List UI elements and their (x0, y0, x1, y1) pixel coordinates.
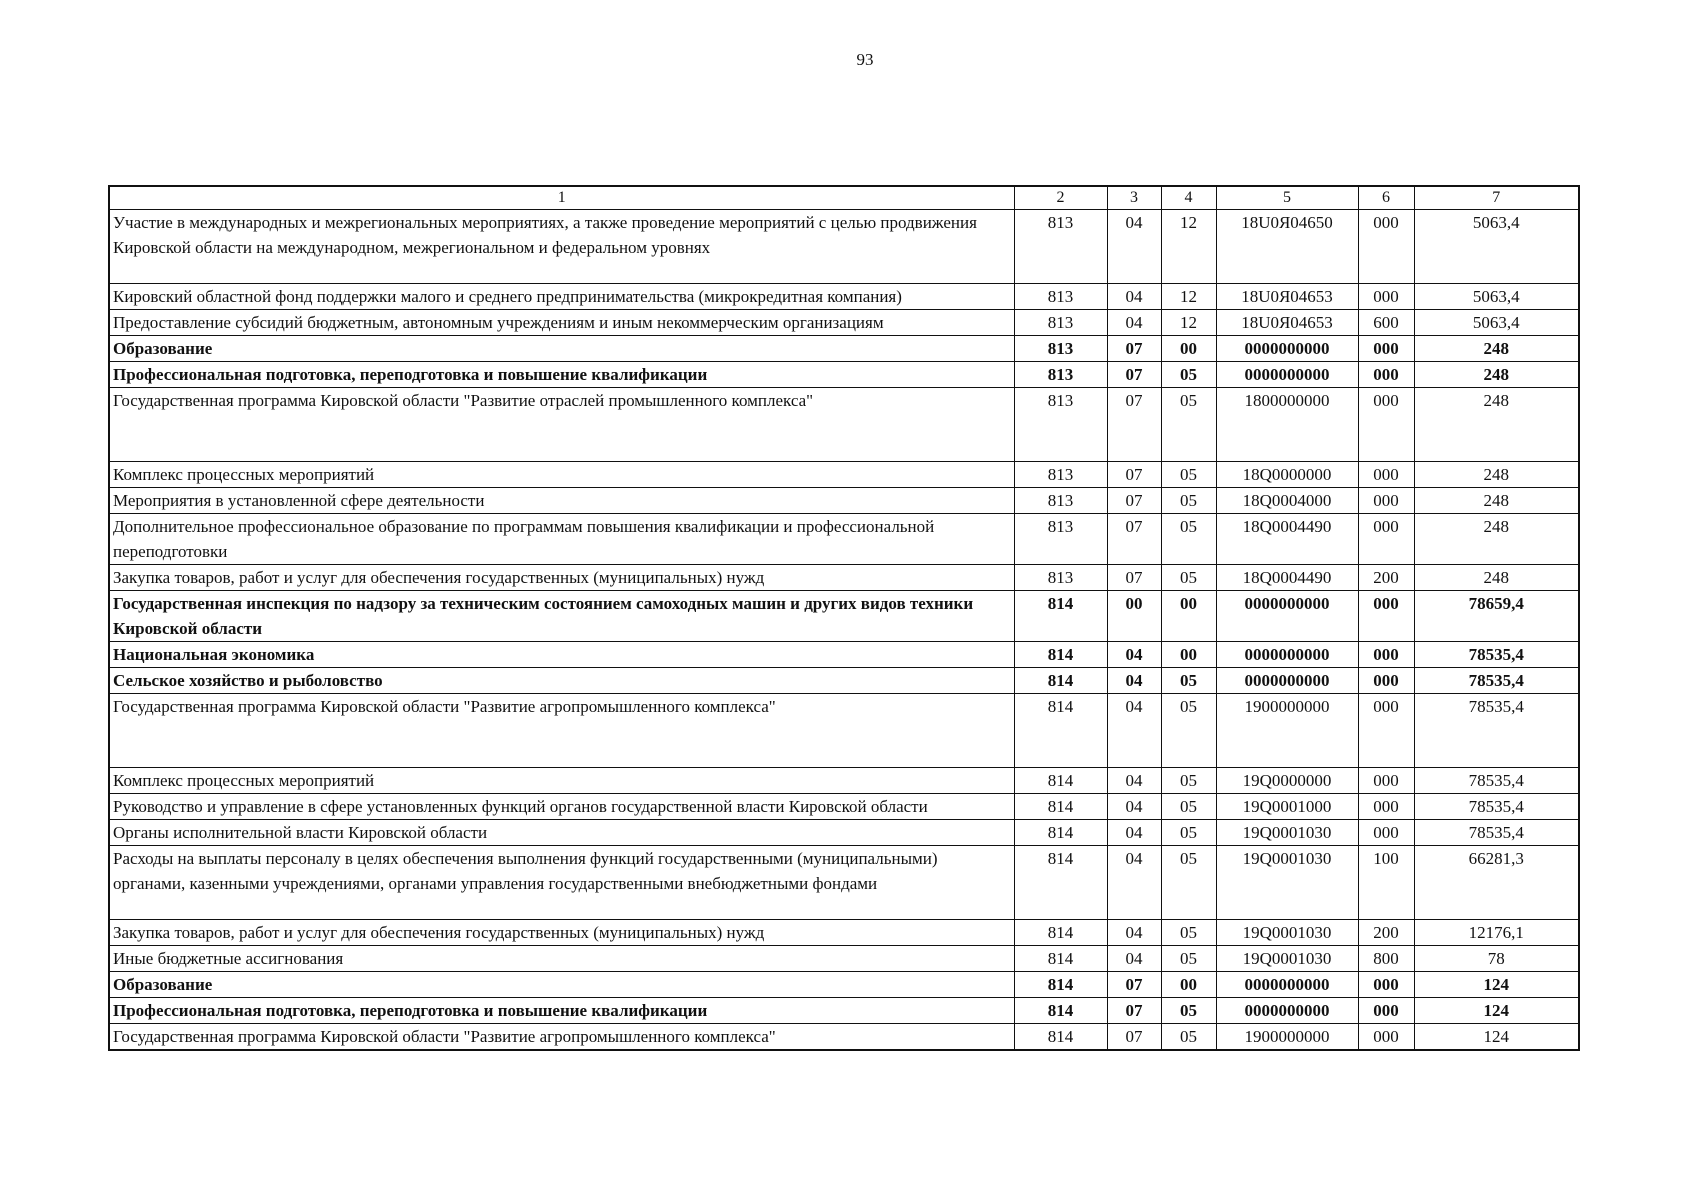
section-code-cell: 04 (1107, 642, 1161, 668)
table-row (109, 388, 1579, 462)
row-name-cell: Образование (109, 972, 1014, 998)
expense-type-cell: 000 (1358, 1024, 1414, 1051)
amount-cell: 124 (1414, 972, 1579, 998)
header-cell: 2 (1014, 186, 1107, 210)
amount-cell: 248 (1414, 462, 1579, 488)
table-row (109, 946, 1579, 972)
target-article-cell: 0000000000 (1216, 642, 1358, 668)
subsection-code-cell: 12 (1161, 284, 1216, 310)
target-article-cell: 19Q0001030 (1216, 920, 1358, 946)
target-article-cell: 19Q0001000 (1216, 794, 1358, 820)
section-code-cell: 04 (1107, 310, 1161, 336)
amount-cell: 5063,4 (1414, 284, 1579, 310)
subsection-code-cell: 05 (1161, 998, 1216, 1024)
expense-type-cell: 000 (1358, 668, 1414, 694)
section-code-cell: 07 (1107, 462, 1161, 488)
amount-cell: 12176,1 (1414, 920, 1579, 946)
target-article-cell: 18Q0004000 (1216, 488, 1358, 514)
section-code-cell: 04 (1107, 768, 1161, 794)
target-article-cell: 0000000000 (1216, 362, 1358, 388)
section-code-cell: 04 (1107, 694, 1161, 768)
target-article-cell: 18Q0000000 (1216, 462, 1358, 488)
expense-type-cell: 000 (1358, 462, 1414, 488)
chapter-code-cell: 814 (1014, 972, 1107, 998)
subsection-code-cell: 05 (1161, 488, 1216, 514)
section-code-cell: 04 (1107, 846, 1161, 920)
table-row (109, 310, 1579, 336)
chapter-code-cell: 814 (1014, 846, 1107, 920)
amount-cell: 124 (1414, 998, 1579, 1024)
chapter-code-cell: 813 (1014, 284, 1107, 310)
chapter-code-cell: 813 (1014, 362, 1107, 388)
row-name-cell: Образование (109, 336, 1014, 362)
chapter-code-cell: 814 (1014, 920, 1107, 946)
row-name-cell: Кировский областной фонд поддержки малого и среднего предпринимательства (микрокредитная компания) (109, 284, 1014, 310)
amount-cell: 248 (1414, 388, 1579, 462)
row-name-cell: Закупка товаров, работ и услуг для обеспечения государственных (муниципальных) нужд (109, 565, 1014, 591)
subsection-code-cell: 00 (1161, 336, 1216, 362)
amount-cell: 248 (1414, 514, 1579, 565)
amount-cell: 78535,4 (1414, 694, 1579, 768)
header-cell: 4 (1161, 186, 1216, 210)
target-article-cell: 19Q0001030 (1216, 846, 1358, 920)
table-header-row (109, 186, 1579, 210)
target-article-cell: 19Q0001030 (1216, 946, 1358, 972)
table-row (109, 920, 1579, 946)
row-name-cell: Участие в международных и межрегиональных мероприятиях, а также проведение мероприятий с целью продвижения Кировской области на международном, межрегиональном и федеральном уровнях (109, 210, 1014, 284)
target-article-cell: 0000000000 (1216, 336, 1358, 362)
subsection-code-cell: 05 (1161, 846, 1216, 920)
table-row (109, 210, 1579, 284)
chapter-code-cell: 813 (1014, 336, 1107, 362)
subsection-code-cell: 05 (1161, 694, 1216, 768)
target-article-cell: 18U0Я04650 (1216, 210, 1358, 284)
amount-cell: 248 (1414, 362, 1579, 388)
amount-cell: 78535,4 (1414, 794, 1579, 820)
table-row (109, 336, 1579, 362)
subsection-code-cell: 00 (1161, 642, 1216, 668)
section-code-cell: 04 (1107, 920, 1161, 946)
expense-type-cell: 000 (1358, 488, 1414, 514)
subsection-code-cell: 12 (1161, 210, 1216, 284)
table-row (109, 794, 1579, 820)
amount-cell: 66281,3 (1414, 846, 1579, 920)
table-row (109, 488, 1579, 514)
expense-type-cell: 000 (1358, 210, 1414, 284)
section-code-cell: 07 (1107, 565, 1161, 591)
target-article-cell: 1800000000 (1216, 388, 1358, 462)
subsection-code-cell: 05 (1161, 462, 1216, 488)
subsection-code-cell: 05 (1161, 668, 1216, 694)
row-name-cell: Национальная экономика (109, 642, 1014, 668)
section-code-cell: 07 (1107, 388, 1161, 462)
expense-type-cell: 800 (1358, 946, 1414, 972)
amount-cell: 78659,4 (1414, 591, 1579, 642)
expense-type-cell: 000 (1358, 694, 1414, 768)
subsection-code-cell: 05 (1161, 362, 1216, 388)
target-article-cell: 19Q0000000 (1216, 768, 1358, 794)
row-name-cell: Государственная программа Кировской области "Развитие отраслей промышленного комплекса" (109, 388, 1014, 462)
section-code-cell: 07 (1107, 514, 1161, 565)
chapter-code-cell: 813 (1014, 488, 1107, 514)
chapter-code-cell: 814 (1014, 998, 1107, 1024)
amount-cell: 78535,4 (1414, 820, 1579, 846)
subsection-code-cell: 00 (1161, 972, 1216, 998)
amount-cell: 78 (1414, 946, 1579, 972)
target-article-cell: 18Q0004490 (1216, 514, 1358, 565)
chapter-code-cell: 814 (1014, 591, 1107, 642)
section-code-cell: 07 (1107, 998, 1161, 1024)
row-name-cell: Руководство и управление в сфере установленных функций органов государственной власти Кировской области (109, 794, 1014, 820)
amount-cell: 248 (1414, 336, 1579, 362)
subsection-code-cell: 05 (1161, 514, 1216, 565)
chapter-code-cell: 813 (1014, 514, 1107, 565)
expense-type-cell: 000 (1358, 642, 1414, 668)
section-code-cell: 04 (1107, 210, 1161, 284)
chapter-code-cell: 814 (1014, 668, 1107, 694)
row-name-cell: Профессиональная подготовка, переподготовка и повышение квалификации (109, 362, 1014, 388)
expense-type-cell: 000 (1358, 388, 1414, 462)
subsection-code-cell: 05 (1161, 820, 1216, 846)
target-article-cell: 18Q0004490 (1216, 565, 1358, 591)
table-row (109, 1024, 1579, 1051)
section-code-cell: 07 (1107, 362, 1161, 388)
subsection-code-cell: 05 (1161, 388, 1216, 462)
expense-type-cell: 200 (1358, 920, 1414, 946)
subsection-code-cell: 05 (1161, 920, 1216, 946)
row-name-cell: Дополнительное профессиональное образование по программам повышения квалификации и профессиональной переподготовки (109, 514, 1014, 565)
expense-type-cell: 000 (1358, 336, 1414, 362)
target-article-cell: 18U0Я04653 (1216, 284, 1358, 310)
chapter-code-cell: 813 (1014, 210, 1107, 284)
chapter-code-cell: 814 (1014, 794, 1107, 820)
section-code-cell: 00 (1107, 591, 1161, 642)
table-row (109, 998, 1579, 1024)
expense-type-cell: 000 (1358, 794, 1414, 820)
target-article-cell: 1900000000 (1216, 694, 1358, 768)
chapter-code-cell: 814 (1014, 946, 1107, 972)
expense-type-cell: 000 (1358, 514, 1414, 565)
subsection-code-cell: 00 (1161, 591, 1216, 642)
section-code-cell: 04 (1107, 946, 1161, 972)
expense-type-cell: 000 (1358, 820, 1414, 846)
target-article-cell: 0000000000 (1216, 998, 1358, 1024)
expense-type-cell: 600 (1358, 310, 1414, 336)
row-name-cell: Расходы на выплаты персоналу в целях обеспечения выполнения функций государственными (муниципальными) органами, казенными учреждениями, органами управления государственными внебюджетными фондами (109, 846, 1014, 920)
row-name-cell: Мероприятия в установленной сфере деятельности (109, 488, 1014, 514)
chapter-code-cell: 813 (1014, 565, 1107, 591)
table-row (109, 820, 1579, 846)
expense-type-cell: 000 (1358, 284, 1414, 310)
amount-cell: 78535,4 (1414, 768, 1579, 794)
subsection-code-cell: 12 (1161, 310, 1216, 336)
chapter-code-cell: 814 (1014, 820, 1107, 846)
amount-cell: 5063,4 (1414, 210, 1579, 284)
subsection-code-cell: 05 (1161, 794, 1216, 820)
table-row (109, 972, 1579, 998)
table-row (109, 362, 1579, 388)
amount-cell: 124 (1414, 1024, 1579, 1051)
budget-table (108, 185, 1580, 1051)
expense-type-cell: 000 (1358, 591, 1414, 642)
row-name-cell: Профессиональная подготовка, переподготовка и повышение квалификации (109, 998, 1014, 1024)
row-name-cell: Иные бюджетные ассигнования (109, 946, 1014, 972)
row-name-cell: Государственная программа Кировской области "Развитие агропромышленного комплекса" (109, 1024, 1014, 1051)
target-article-cell: 0000000000 (1216, 591, 1358, 642)
row-name-cell: Государственная инспекция по надзору за техническим состоянием самоходных машин и других видов техники Кировской области (109, 591, 1014, 642)
amount-cell: 78535,4 (1414, 668, 1579, 694)
row-name-cell: Предоставление субсидий бюджетным, автономным учреждениям и иным некоммерческим организациям (109, 310, 1014, 336)
header-cell: 3 (1107, 186, 1161, 210)
table-row (109, 768, 1579, 794)
section-code-cell: 04 (1107, 820, 1161, 846)
chapter-code-cell: 814 (1014, 642, 1107, 668)
amount-cell: 78535,4 (1414, 642, 1579, 668)
amount-cell: 248 (1414, 488, 1579, 514)
row-name-cell: Закупка товаров, работ и услуг для обеспечения государственных (муниципальных) нужд (109, 920, 1014, 946)
chapter-code-cell: 814 (1014, 768, 1107, 794)
table-row (109, 284, 1579, 310)
table-row (109, 668, 1579, 694)
header-cell: 5 (1216, 186, 1358, 210)
subsection-code-cell: 05 (1161, 768, 1216, 794)
section-code-cell: 07 (1107, 336, 1161, 362)
expense-type-cell: 000 (1358, 362, 1414, 388)
section-code-cell: 04 (1107, 668, 1161, 694)
table-row (109, 846, 1579, 920)
row-name-cell: Государственная программа Кировской области "Развитие агропромышленного комплекса" (109, 694, 1014, 768)
subsection-code-cell: 05 (1161, 946, 1216, 972)
chapter-code-cell: 814 (1014, 1024, 1107, 1051)
row-name-cell: Комплекс процессных мероприятий (109, 768, 1014, 794)
target-article-cell: 0000000000 (1216, 972, 1358, 998)
subsection-code-cell: 05 (1161, 565, 1216, 591)
section-code-cell: 04 (1107, 284, 1161, 310)
header-cell: 1 (109, 186, 1014, 210)
header-cell: 6 (1358, 186, 1414, 210)
target-article-cell: 18U0Я04653 (1216, 310, 1358, 336)
table-row (109, 591, 1579, 642)
target-article-cell: 1900000000 (1216, 1024, 1358, 1051)
row-name-cell: Комплекс процессных мероприятий (109, 462, 1014, 488)
subsection-code-cell: 05 (1161, 1024, 1216, 1051)
target-article-cell: 19Q0001030 (1216, 820, 1358, 846)
header-cell: 7 (1414, 186, 1579, 210)
chapter-code-cell: 813 (1014, 388, 1107, 462)
expense-type-cell: 200 (1358, 565, 1414, 591)
chapter-code-cell: 813 (1014, 462, 1107, 488)
amount-cell: 248 (1414, 565, 1579, 591)
section-code-cell: 07 (1107, 488, 1161, 514)
table-row (109, 694, 1579, 768)
target-article-cell: 0000000000 (1216, 668, 1358, 694)
section-code-cell: 04 (1107, 794, 1161, 820)
expense-type-cell: 000 (1358, 768, 1414, 794)
row-name-cell: Органы исполнительной власти Кировской области (109, 820, 1014, 846)
table-row (109, 514, 1579, 565)
chapter-code-cell: 814 (1014, 694, 1107, 768)
page-number: 93 (856, 50, 874, 69)
section-code-cell: 07 (1107, 972, 1161, 998)
section-code-cell: 07 (1107, 1024, 1161, 1051)
table-row (109, 565, 1579, 591)
expense-type-cell: 100 (1358, 846, 1414, 920)
expense-type-cell: 000 (1358, 998, 1414, 1024)
expense-type-cell: 000 (1358, 972, 1414, 998)
table-row (109, 642, 1579, 668)
table-row (109, 462, 1579, 488)
chapter-code-cell: 813 (1014, 310, 1107, 336)
row-name-cell: Сельское хозяйство и рыболовство (109, 668, 1014, 694)
amount-cell: 5063,4 (1414, 310, 1579, 336)
